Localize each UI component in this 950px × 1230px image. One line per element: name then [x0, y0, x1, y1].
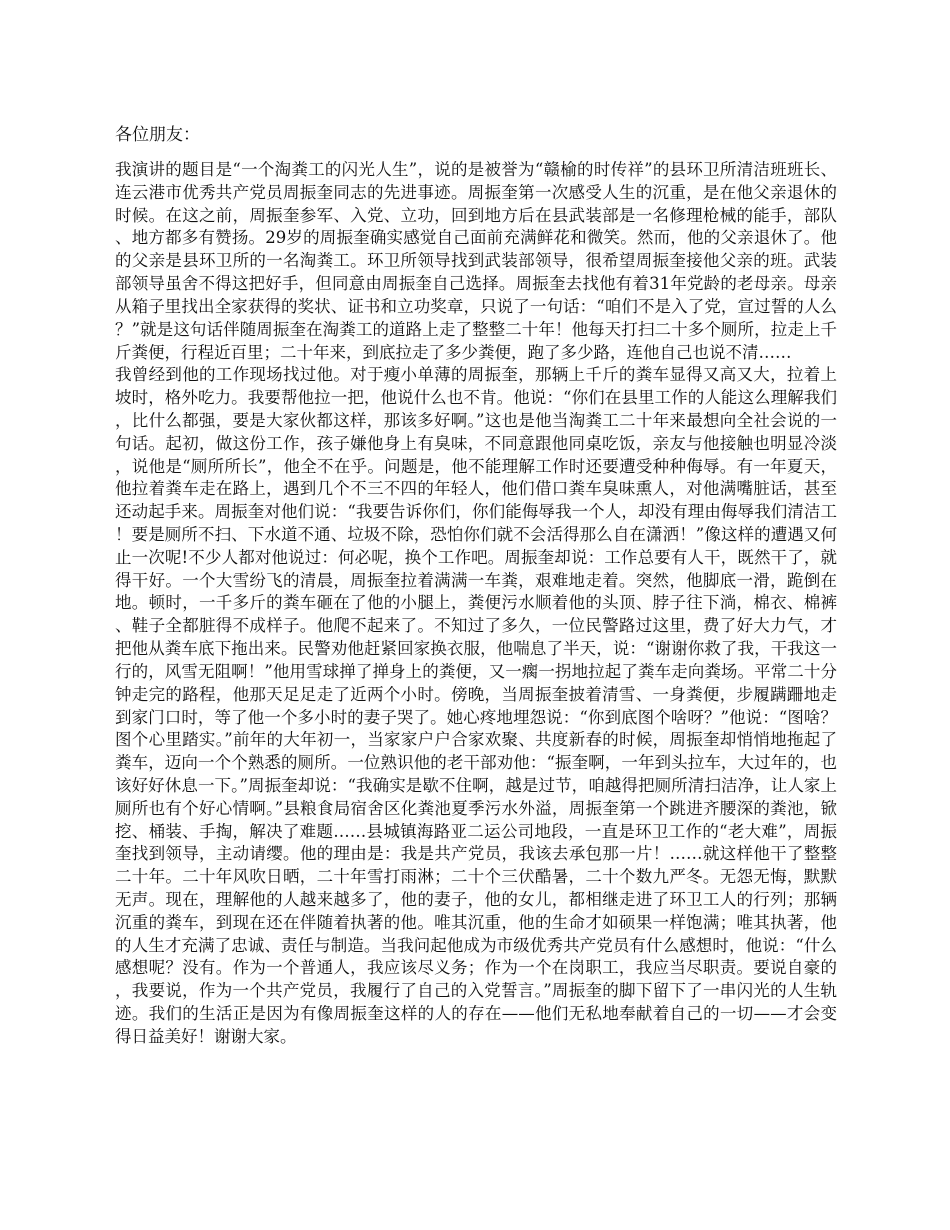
speech-body	[115, 124, 837, 1049]
speech-paragraph: 我演讲的题目是“一个淘粪工的闪光人生”，说的是被誉为“赣榆的时传祥”的县环卫所清洁班班长、连云港市优秀共产党员周振奎同志的先进事迹。周振奎第一次感受人生的沉重，是在他父亲退休的时候。在这之前，周振奎参军、入党、立功，回到地方后在县武装部是一名修理枪械的能手，部队、地方都多有赞扬。29岁的周振奎确实感觉自己面前充满鲜花和微笑。然而，他的父亲退休了。他的父亲是县环卫所的一名淘粪工。环卫所领导找到武装部领导，很希望周振奎接他父亲的班。武装部领导虽舍不得这把好手，但同意由周振奎自己选择。周振奎去找他有着31年党龄的老母亲。母亲从箱子里找出全家获得的奖状、证书和立功奖章，只说了一句话：“咱们不是入了党，宣过誓的人么？”就是这句话伴随周振奎在淘粪工的道路上走了整整二十年！他每天打扫二十多个厕所，拉走上千斤粪便，行程近百里；二十年来，到底拉走了多少粪便，跑了多少路，连他自己也说不清…… 我曾经到他的工作现场找过他。对于瘦小单薄的周振奎，那辆上千斤的粪车显得又高又大，拉着上坡时，格外吃力。我要帮他拉一把，他说什么也不肯。他说：“你们在县里工作的人能这么理解我们，比什么都强，要是大家伙都这样，那该多好啊。”这也是他当淘粪工二十年来最想向全社会说的一句话。起初，做这份工作，孩子嫌他身上有臭味，不同意跟他同桌吃饭，亲友与他接触也明显冷淡，说他是“厕所所长”，他全不在乎。问题是，他不能理解工作时还要遭受种种侮辱。有一年夏天，他拉着粪车走在路上，遇到几个不三不四的年轻人，他们借口粪车臭味熏人，对他满嘴脏话，甚至还动起手来。周振奎对他们说：“我要告诉你们，你们能侮辱我一个人，却没有理由侮辱我们清洁工！要是厕所不扫、下水道不通、垃圾不除，恐怕你们就不会活得那么自在潇洒！”像这样的遭遇又何止一次呢!不少人都对他说过：何必呢，换个工作吧。周振奎却说：工作总要有人干，既然干了，就得干好。一个大雪纷飞的清晨，周振奎拉着满满一车粪，艰难地走着。突然，他脚底一滑，跪倒在地。顿时，一千多斤的粪车砸在了他的小腿上，粪便污水顺着他的头顶、脖子往下淌，棉衣、棉裤、鞋子全都脏得不成样子。他爬不起来了。不知过了多久，一位民警路过这里，费了好大力气，才把他从粪车底下拖出来。民警劝他赶紧回家换衣服，他喘息了半天，说：“谢谢你救了我，干我这一行的，风雪无阻啊！”他用雪球掸了掸身上的粪便，又一瘸一拐地拉起了粪车走向粪场。平常二十分钟走完的路程，他那天足足走了近两个小时。傍晚，当周振奎披着清雪、一身粪便，步履蹒跚地走到家门口时，等了他一个多小时的妻子哭了。她心疼地埋怨说：“你到底图个啥呀？”他说：“图啥？图个心里踏实。”前年的大年初一，当家家户户合家欢聚、共度新春的时候，周振奎却悄悄地拖起了粪车，迈向一个个熟悉的厕所。一位熟识他的老干部劝他：“振奎啊，一年到头拉车，大过年的，也该好好休息一下。”周振奎却说：“我确实是歇不住啊，越是过节，咱越得把厕所清扫洁净，让人家上厕所也有个好心情啊。”县粮食局宿舍区化粪池夏季污水外溢，周振奎第一个跳进齐腰深的粪池，锨挖、桶装、手掏，解决了难题……县城镇海路亚二运公司地段，一直是环卫工作的“老大难”，周振奎找到领导，主动请缨。他的理由是：我是共产党员，我该去承包那一片！……就这样他干了整整二十年。二十年风吹日晒，二十年雪打雨淋；二十个三伏酷暑，二十个数九严冬。无怨无悔，默默无声。现在，理解他的人越来越多了，他的妻子，他的女儿，都相继走进了环卫工人的行列；那辆沉重的粪车，到现在还在伴随着执著的他。唯其沉重，他的生命才如硕果一样饱满；唯其执著，他的人生才充满了忠诚、责任与制造。当我问起他成为市级优秀共产党员有什么感想时，他说：“什么感想呢？没有。作为一个普通人，我应该尽义务；作为一个在岗职工，我应当尽职责。要说自豪的，我要说，作为一个共产党员，我履行了自己的入党誓言。”周振奎的脚下留下了一串闪光的人生轨迹。我们的生活正是因为有像周振奎这样的人的存在——他们无私地奉献着自己的一切——才会变得日益美好！谢谢大家。	[115, 160, 837, 1046]
greeting: 各位朋友：	[115, 125, 200, 145]
